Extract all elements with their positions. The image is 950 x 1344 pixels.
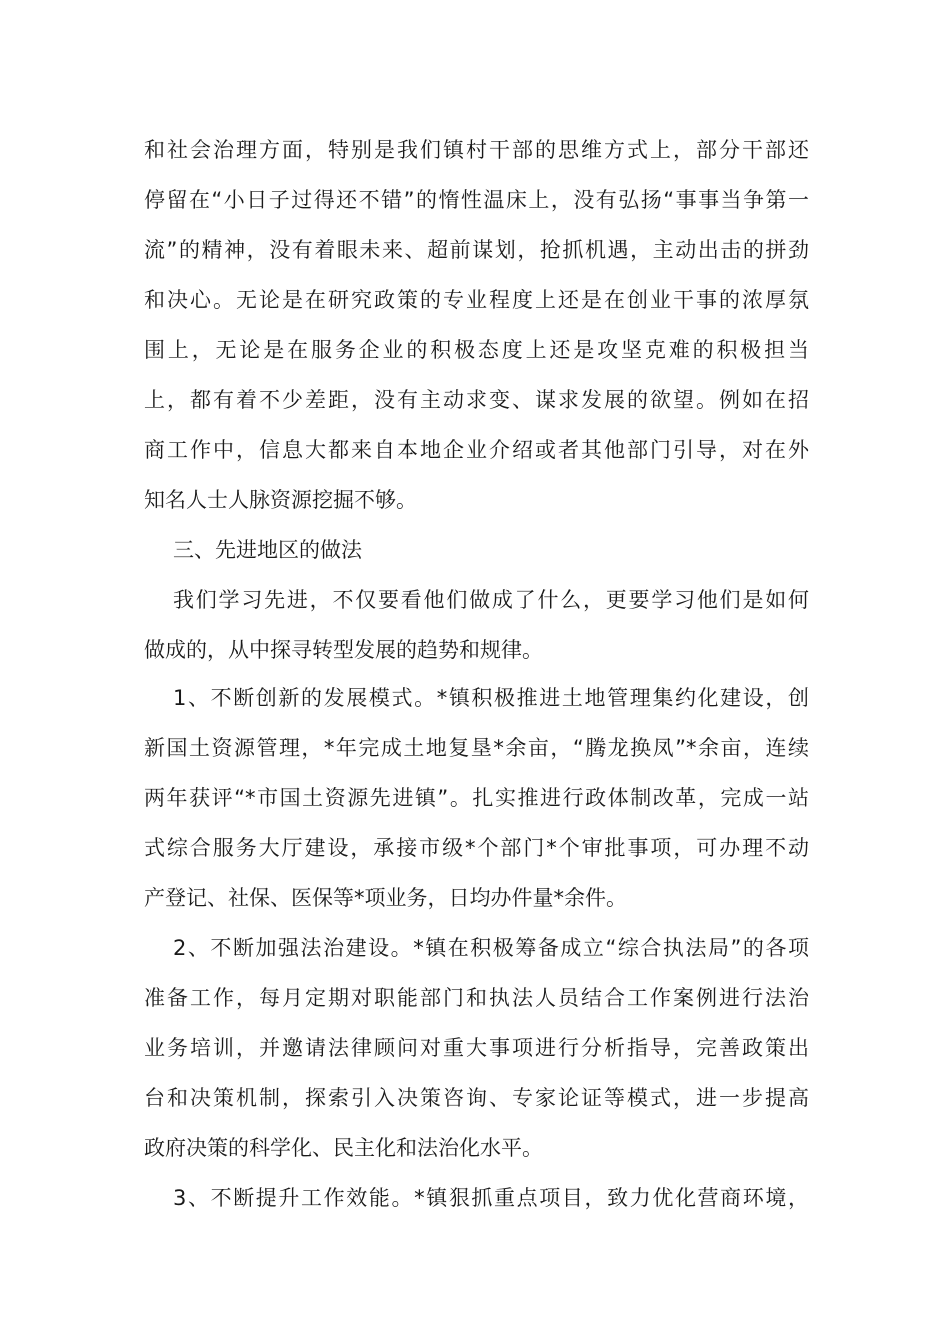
paragraph-line: 停留在“小日子过得还不错”的惰性温床上，没有弘扬“事事当争第一 <box>144 188 809 212</box>
paragraph-line: 新国土资源管理，*年完成土地复垦*余亩，“腾龙换凤”*余亩，连续 <box>144 736 809 760</box>
paragraph-line: 我们学习先进，不仅要看他们做成了什么，更要学习他们是如何 <box>173 588 809 612</box>
paragraph-line: 政府决策的科学化、民主化和法治化水平。 <box>144 1136 543 1160</box>
paragraph-line: 产登记、社保、医保等*项业务，日均办件量*余件。 <box>144 886 627 910</box>
paragraph-line: 1、不断创新的发展模式。*镇积极推进土地管理集约化建设，创 <box>173 686 809 710</box>
paragraph-line: 和社会治理方面，特别是我们镇村干部的思维方式上，部分干部还 <box>144 138 809 162</box>
paragraph-line: 做成的，从中探寻转型发展的趋势和规律。 <box>144 638 543 662</box>
paragraph-line: 业务培训，并邀请法律顾问对重大事项进行分析指导，完善政策出 <box>144 1036 809 1060</box>
paragraph-line: 式综合服务大厅建设，承接市级*个部门*个审批事项，可办理不动 <box>144 836 809 860</box>
paragraph-line: 和决心。无论是在研究政策的专业程度上还是在创业干事的浓厚氛 <box>144 288 809 312</box>
paragraph-line: 知名人士人脉资源挖掘不够。 <box>144 488 417 512</box>
section-heading: 三、先进地区的做法 <box>173 538 362 562</box>
paragraph-line: 两年获评“*市国土资源先进镇”。扎实推进行政体制改革，完成一站 <box>144 786 809 810</box>
paragraph-line: 流”的精神，没有着眼未来、超前谋划，抢抓机遇，主动出击的拼劲 <box>144 238 809 262</box>
paragraph-line: 3、不断提升工作效能。*镇狠抓重点项目，致力优化营商环境， <box>173 1186 809 1210</box>
paragraph-line: 围上，无论是在服务企业的积极态度上还是攻坚克难的积极担当 <box>144 338 809 362</box>
paragraph-line: 商工作中，信息大都来自本地企业介绍或者其他部门引导，对在外 <box>144 438 809 462</box>
paragraph-line: 2、不断加强法治建设。*镇在积极筹备成立“综合执法局”的各项 <box>173 936 809 960</box>
paragraph-line: 准备工作，每月定期对职能部门和执法人员结合工作案例进行法治 <box>144 986 809 1010</box>
paragraph-line: 上，都有着不少差距，没有主动求变、谋求发展的欲望。例如在招 <box>144 388 809 412</box>
paragraph-line: 台和决策机制，探索引入决策咨询、专家论证等模式，进一步提高 <box>144 1086 809 1110</box>
